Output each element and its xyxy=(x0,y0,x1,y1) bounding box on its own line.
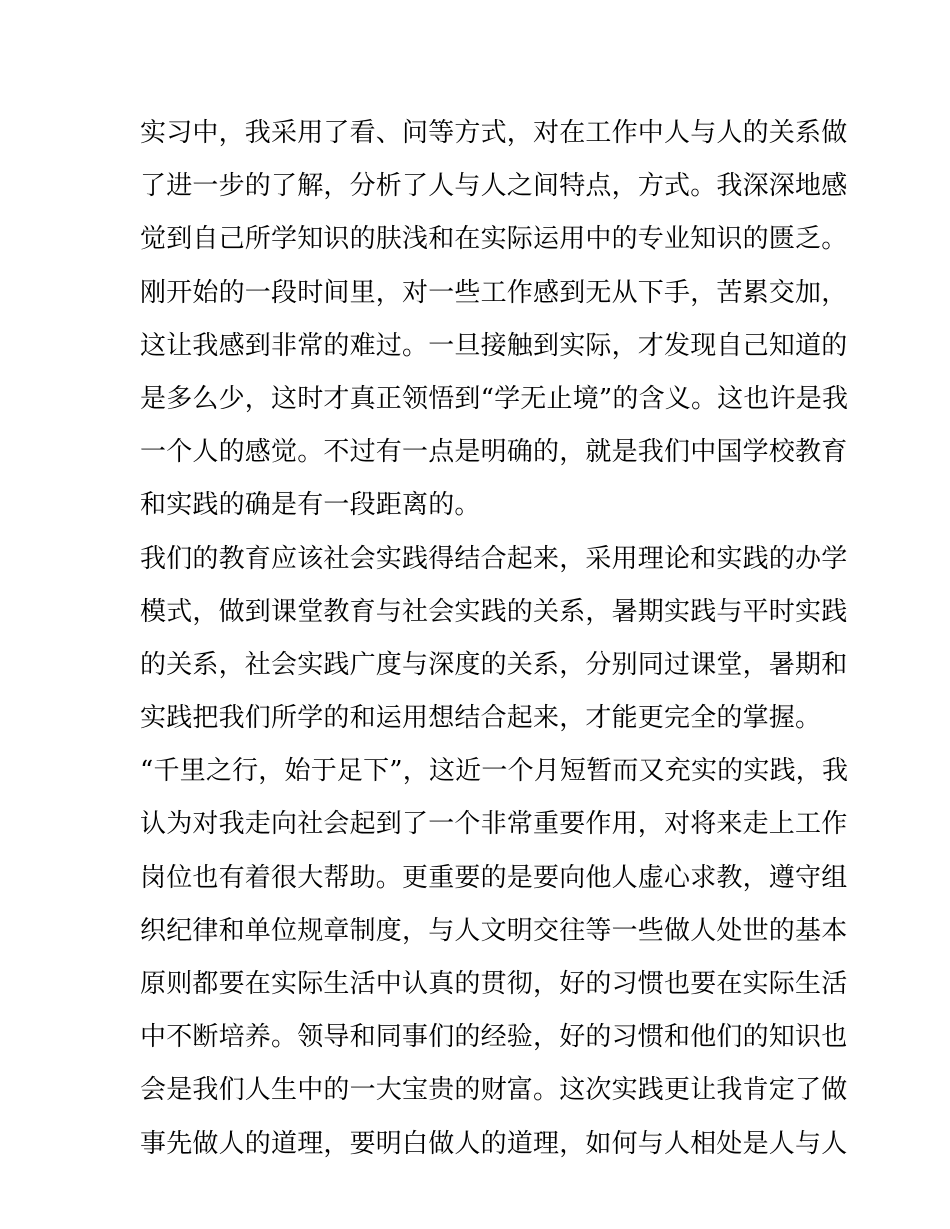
text-line: 了进一步的了解，分析了人与人之间特点，方式。我深深地感 xyxy=(140,171,848,202)
text-line: “千里之行，始于足下”，这近一个月短暂而又充实的实践，我 xyxy=(140,756,849,787)
text-line: 一个人的感觉。不过有一点是明确的，就是我们中国学校教育 xyxy=(140,437,848,468)
text-line: 认为对我走向社会起到了一个非常重要作用，对将来走上工作 xyxy=(140,809,848,840)
text-line: 的关系，社会实践广度与深度的关系，分别同过课堂，暑期和 xyxy=(140,649,848,680)
body-text xyxy=(140,107,849,1171)
text-line: 织纪律和单位规章制度，与人文明交往等一些做人处世的基本 xyxy=(140,915,848,946)
text-line: 是多么少，这时才真正领悟到“学无止境”的含义。这也许是我 xyxy=(140,383,849,414)
text-line: 中不断培养。领导和同事们的经验，好的习惯和他们的知识也 xyxy=(140,1022,848,1053)
text-line: 这让我感到非常的难过。一旦接触到实际，才发现自己知道的 xyxy=(140,330,848,361)
text-line: 岗位也有着很大帮助。更重要的是要向他人虚心求教，遵守组 xyxy=(140,862,848,893)
text-line: 刚开始的一段时间里，对一些工作感到无从下手，苦累交加， xyxy=(140,277,848,308)
text-line: 实践把我们所学的和运用想结合起来，才能更完全的掌握。 xyxy=(140,703,822,734)
text-line: 觉到自己所学知识的肤浅和在实际运用中的专业知识的匮乏。 xyxy=(140,224,848,255)
text-line: 实习中，我采用了看、问等方式，对在工作中人与人的关系做 xyxy=(140,118,848,148)
text-line: 和实践的确是有一段距离的。 xyxy=(140,490,481,521)
text-line: 模式，做到课堂教育与社会实践的关系，暑期实践与平时实践 xyxy=(140,596,848,627)
text-line: 事先做人的道理，要明白做人的道理，如何与人相处是人与人 xyxy=(140,1128,848,1159)
text-line: 原则都要在实际生活中认真的贯彻，好的习惯也要在实际生活 xyxy=(140,969,848,999)
text-line: 会是我们人生中的一大宝贵的财富。这次实践更让我肯定了做 xyxy=(140,1075,848,1106)
text-line: 我们的教育应该社会实践得结合起来，采用理论和实践的办学 xyxy=(140,543,848,574)
